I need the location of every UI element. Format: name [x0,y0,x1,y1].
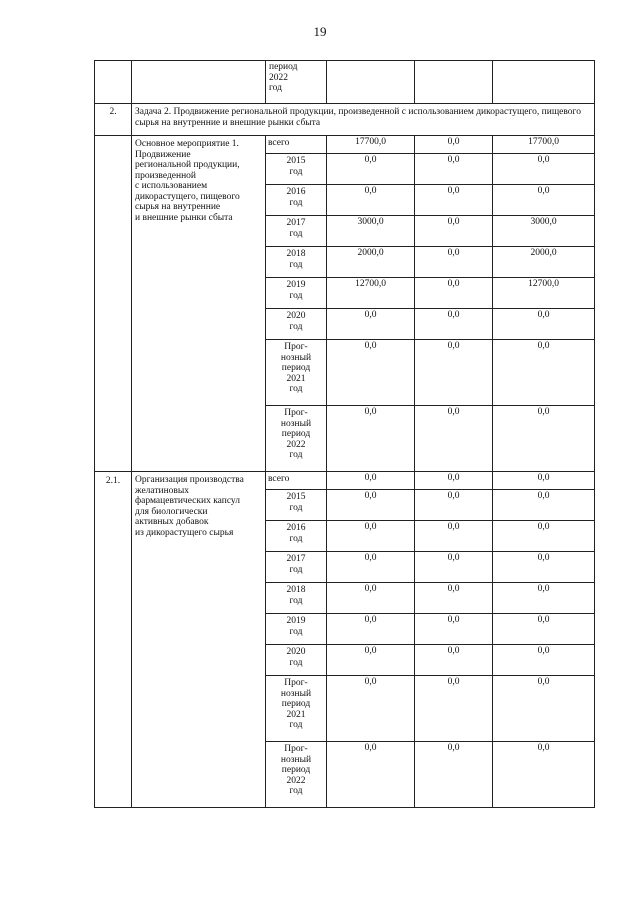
value-cell: 0,0 [415,136,493,154]
period-cell: 2017 год [266,216,327,247]
period-cell: Прог- нозный период 2022 год [266,406,327,472]
task-title-cell: Задача 2. Продвижение региональной продукции, произведенной с использованием дикорастущего, пищевого сырья на внутренние и внешние рынки сбыта [132,104,595,136]
period-cell: 2015 год [266,490,327,521]
value-cell: 0,0 [493,552,595,583]
row-number-cell [95,61,132,104]
value-cell: 0,0 [327,490,415,521]
event-name-cell: Основное мероприятие 1. Продвижение региональной продукции, произведенной с использованием дикорастущего, пищевого сырья на внутренние и внешние рынки сбыта [132,136,266,472]
period-cell: 2020 год [266,645,327,676]
row-number-cell [95,136,132,472]
value-cell [415,61,493,104]
period-cell: 2019 год [266,614,327,645]
value-cell: 0,0 [493,583,595,614]
budget-table [94,60,595,808]
value-cell: 0,0 [415,645,493,676]
value-cell [327,61,415,104]
value-cell: 0,0 [415,490,493,521]
value-cell: 3000,0 [493,216,595,247]
value-cell: 0,0 [327,340,415,406]
value-cell: 0,0 [415,583,493,614]
value-cell: 0,0 [415,185,493,216]
value-cell: 0,0 [493,614,595,645]
value-cell: 0,0 [493,521,595,552]
value-cell: 0,0 [493,472,595,490]
value-cell: 0,0 [415,406,493,472]
value-cell: 0,0 [415,552,493,583]
value-cell: 3000,0 [327,216,415,247]
value-cell: 0,0 [415,742,493,808]
value-cell: 0,0 [415,340,493,406]
value-cell: 0,0 [493,340,595,406]
value-cell: 0,0 [415,614,493,645]
value-cell: 0,0 [327,472,415,490]
value-cell: 0,0 [493,645,595,676]
value-cell: 0,0 [327,185,415,216]
period-cell: 2018 год [266,583,327,614]
value-cell: 0,0 [327,521,415,552]
event-name-cell [132,61,266,104]
value-cell: 12700,0 [493,278,595,309]
period-cell: 2016 год [266,521,327,552]
value-cell: 0,0 [493,676,595,742]
value-cell: 12700,0 [327,278,415,309]
period-cell: 2018 год [266,247,327,278]
period-cell: всего [266,472,327,490]
value-cell: 0,0 [493,154,595,185]
value-cell: 0,0 [327,309,415,340]
value-cell: 0,0 [327,645,415,676]
task-row [95,104,595,136]
period-cell: Прог- нозный период 2022 год [266,742,327,808]
value-cell: 0,0 [493,490,595,521]
value-cell: 0,0 [327,742,415,808]
period-cell: 2019 год [266,278,327,309]
value-cell: 0,0 [327,676,415,742]
value-cell: 0,0 [327,154,415,185]
period-cell: 2015 год [266,154,327,185]
page-number: 19 [313,24,327,39]
value-cell: 2000,0 [493,247,595,278]
period-cell: 2016 год [266,185,327,216]
value-cell: 0,0 [493,406,595,472]
value-cell: 0,0 [493,742,595,808]
period-cell: Прог- нозный период 2021 год [266,676,327,742]
period-cell: 2020 год [266,309,327,340]
table-row [95,136,595,154]
value-cell: 0,0 [327,614,415,645]
value-cell: 0,0 [415,472,493,490]
period-cell: Прог- нозный период 2021 год [266,340,327,406]
value-cell [493,61,595,104]
value-cell: 0,0 [415,676,493,742]
value-cell: 0,0 [415,278,493,309]
value-cell: 0,0 [415,154,493,185]
value-cell: 2000,0 [327,247,415,278]
value-cell: 0,0 [327,552,415,583]
value-cell: 0,0 [493,309,595,340]
table-body [95,61,595,808]
table-row [95,61,595,104]
value-cell: 0,0 [327,406,415,472]
period-cell: 2017 год [266,552,327,583]
value-cell: 0,0 [415,309,493,340]
value-cell: 17700,0 [493,136,595,154]
period-cell: период 2022 год [266,61,327,104]
row-number-cell: 2. [95,104,132,136]
period-cell: всего [266,136,327,154]
value-cell: 0,0 [493,185,595,216]
table-row [95,472,595,490]
value-cell: 0,0 [415,521,493,552]
value-cell: 0,0 [327,583,415,614]
value-cell: 0,0 [415,216,493,247]
row-number-cell: 2.1. [95,472,132,808]
value-cell: 0,0 [415,247,493,278]
event-name-cell: Организация производства желатиновых фармацевтических капсул для биологически активных добавок из дикорастущего сырья [132,472,266,808]
value-cell: 17700,0 [327,136,415,154]
